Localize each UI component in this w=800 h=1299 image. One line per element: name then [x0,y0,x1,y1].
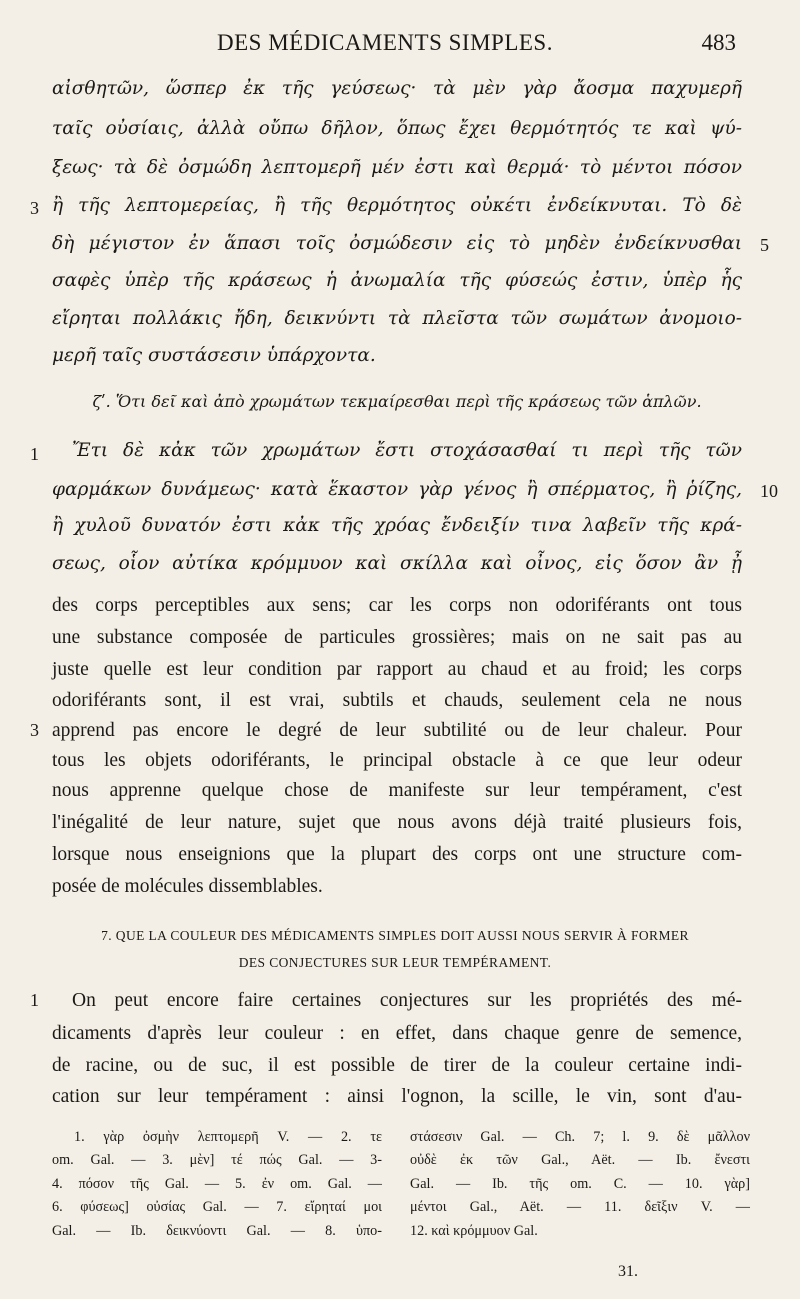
margin-line-number: 5 [760,235,769,255]
margin-line-number: 1 [30,444,39,464]
greek-line: ταῖς οὐσίαις, ἀλλὰ οὔπω δῆλον, ὅπως ἔχει θερμότητός τε καὶ ψύ- [52,118,742,139]
french-section-heading: DES CONJECTURES SUR LEUR TEMPÉRAMENT. [238,955,552,970]
french-line: On peut encore faire certaines conjectures sur les propriétés des mé- [72,990,742,1011]
greek-line: αἰσθητῶν, ὥσπερ ἐκ τῆς γεύσεως· τὰ μὲν γὰρ ἄοσμα παχυμερῆ [52,78,742,99]
french-line: tous les objets odoriférants, le principal obstacle à ce que leur odeur [52,750,742,771]
french-line: des corps perceptibles aux sens; car les corps non odoriférants ont tous [52,595,742,616]
french-line: de racine, ou de suc, il est possible de tirer de la couleur certaine indi- [52,1055,742,1076]
footnotes-right-column [410,1126,750,1243]
margin-line-number: 10 [760,481,778,501]
greek-line: δὴ μέγιστον ἐν ἅπασι τοῖς ὀσμώδεσιν εἰς τὸ μηδὲν ἐνδείκνυσθαι [52,233,742,254]
footnote-line: 6. φύσεως] οὐσίας Gal. — 7. εἴρηταί μοι [52,1199,382,1216]
greek-line: σαφὲς ὑπὲρ τῆς κράσεως ἡ ἀνωμαλία τῆς φύσεώς ἐστιν, ὑπὲρ ἧς [52,270,742,291]
french-line: juste quelle est leur condition par rapport au chaud et au froid; les corps [52,659,742,680]
greek-line: εἴρηται πολλάκις ἤδη, δεικνύντι τὰ πλεῖστα τῶν σωμάτων ἀνομοιο- [52,308,742,329]
french-line: lorsque nous enseignions que la plupart des corps ont une structure com- [52,844,742,865]
french-line: posée de molécules dissemblables. [52,876,323,897]
french-line: une substance composée de particules grossières; mais on ne sait pas au [52,627,742,648]
footnote-line: Gal. — Ib. δεικνύοντι Gal. — 8. ὑπο- [52,1222,382,1239]
french-line: odoriférants sont, il est vrai, subtils et chauds, seulement cela ne nous [52,690,742,711]
page-number: 483 [701,30,736,55]
greek-line: φαρμάκων δυνάμεως· κατὰ ἕκαστον γὰρ γένος ἢ σπέρματος, ἢ ῥίζης, [52,479,742,500]
footnote-line: στάσεσιν Gal. — Ch. 7; l. 9. δὲ μᾶλλον [410,1129,750,1145]
footnote-line: οὐδὲ ἐκ τῶν Gal., Aët. — Ib. ἔνεστι [410,1152,750,1169]
printer-signature-mark: 31. [618,1263,638,1280]
footnote-line: 1. γὰρ ὀσμὴν λεπτομερῆ V. — 2. τε [74,1129,382,1145]
greek-line: Ἔτι δὲ κἀκ τῶν χρωμάτων ἔστι στοχάσασθαί τι περὶ τῆς τῶν [72,440,742,461]
running-title: DES MÉDICAMENTS SIMPLES. [217,30,553,55]
margin-line-number: 3 [30,720,39,740]
margin-line-number: 1 [30,990,39,1010]
greek-line: ξεως· τὰ δὲ ὀσμώδη λεπτομερῆ μέν ἐστι καὶ θερμά· τὸ μέντοι πόσον [52,157,742,178]
footnote-line: 12. καὶ κρόμμυον Gal. [410,1222,538,1239]
greek-line: ἢ τῆς λεπτομερείας, ἢ τῆς θερμότητος οὐκέτι ἐνδείκνυται. Τὸ δὲ [52,195,742,216]
footnotes-left-column [52,1126,382,1243]
footnote-line: μέντοι Gal., Aët. — 11. δεῖξιν V. — [410,1199,750,1216]
french-section-heading: 7. QUE LA COULEUR DES MÉDICAMENTS SIMPLES DOIT AUSSI NOUS SERVIR À FORMER [101,928,689,943]
french-line: l'inégalité de leur nature, sujet que nous avons déjà traité plusieurs fois, [52,812,742,833]
footnote-line: 4. πόσον τῆς Gal. — 5. ἐν om. Gal. — [52,1175,382,1192]
french-line: dicaments d'après leur couleur : en effet, dans chaque genre de semence, [52,1023,742,1044]
greek-line: σεως, οἷον αὐτίκα κρόμμυον καὶ σκίλλα καὶ οἶνος, εἰς ὅσον ἂν ᾖ [52,553,742,574]
margin-line-number: 3 [30,198,39,218]
french-line: apprend pas encore le degré de leur subtilité ou de leur chaleur. Pour [52,720,742,741]
greek-section-heading: ζʹ. Ὅτι δεῖ καὶ ἀπὸ χρωμάτων τεκμαίρεσθαι περὶ τῆς κράσεως τῶν ἁπλῶν. [92,392,702,411]
greek-line: μερῆ ταῖς συστάσεσιν ὑπάρχοντα. [52,345,376,366]
french-line: nous apprenne quelque chose de manifeste sur leur tempérament, c'est [52,780,742,801]
french-line: cation sur leur tempérament : ainsi l'ognon, la scille, le vin, sont d'au- [52,1086,742,1107]
footnote-line: Gal. — Ib. τῆς om. C. — 10. γὰρ] [410,1175,750,1192]
footnote-line: om. Gal. — 3. μὲν] τέ πώς Gal. — 3- [52,1152,382,1169]
greek-line: ἢ χυλοῦ δυνατόν ἐστι κἀκ τῆς χρόας ἔνδειξίν τινα λαβεῖν τῆς κρά- [52,515,742,536]
